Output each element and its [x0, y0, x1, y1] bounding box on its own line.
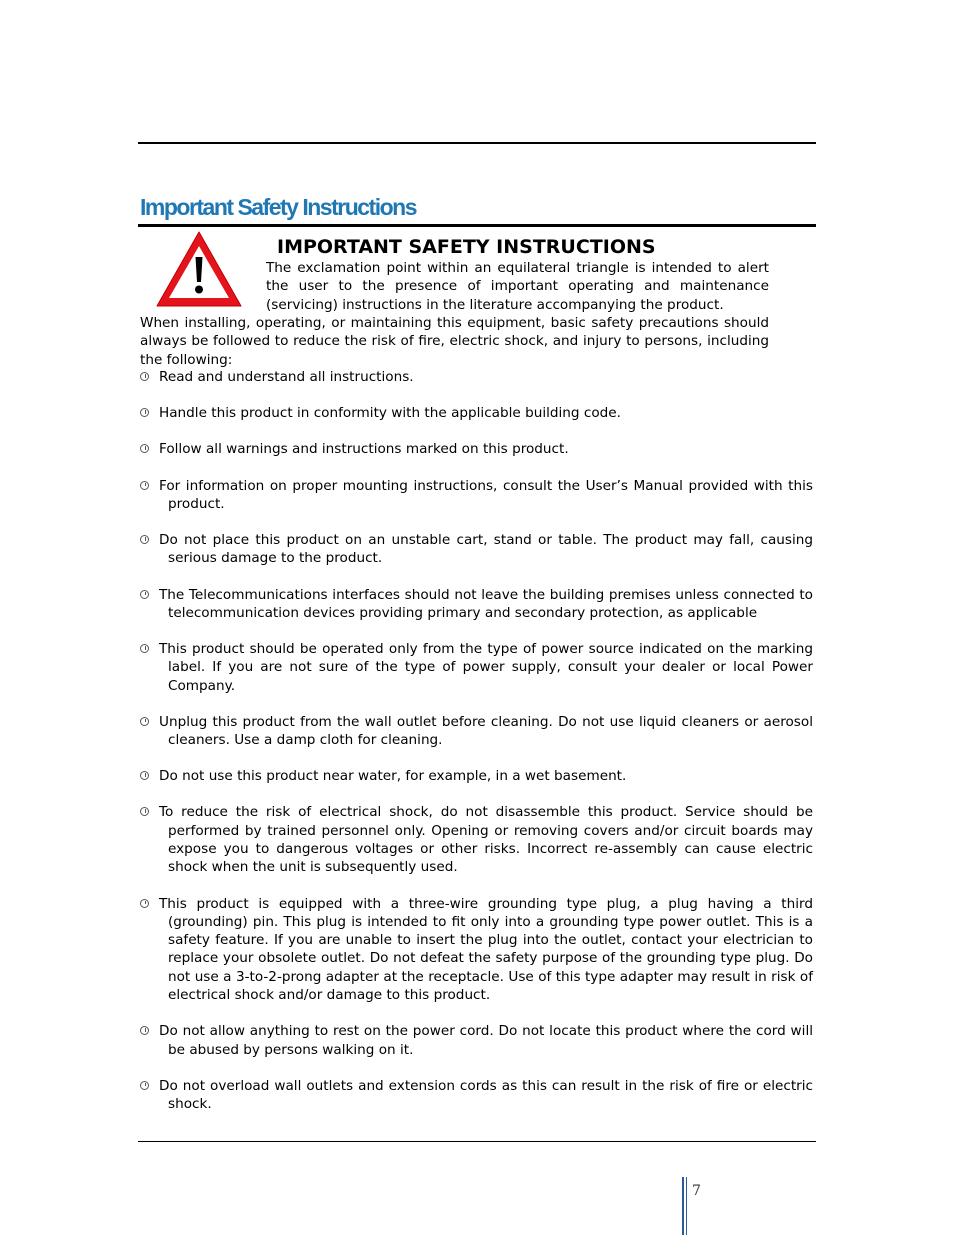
warning-triangle-icon: [154, 229, 244, 309]
section-heading: IMPORTANT SAFETY INSTRUCTIONS: [277, 236, 656, 258]
list-item: For information on proper mounting instructions, consult the User’s Manual provided with this product.: [140, 477, 813, 514]
clock-bullet-icon: [140, 535, 149, 544]
lead-paragraph: When installing, operating, or maintaining this equipment, basic safety precautions should always be followed to reduce the risk of fire, electric shock, and injury to persons, including the following:: [140, 315, 769, 368]
page-number-bar: [682, 1177, 684, 1235]
list-item: Do not place this product on an unstable cart, stand or table. The product may fall, causing serious damage to the product.: [140, 531, 813, 568]
clock-bullet-icon: [140, 771, 149, 780]
list-item: Follow all warnings and instructions marked on this product.: [140, 440, 813, 458]
footer-rule: [138, 1141, 816, 1142]
title-rule: [138, 224, 816, 227]
header-rule: [138, 142, 816, 144]
list-item: To reduce the risk of electrical shock, do not disassemble this product. Service should be performed by trained personnel only. Opening or removing covers and/or circuit boards may expose you to dangerous voltages or other risks. Incorrect re-assembly can cause electric shock when the unit is subsequently used.: [140, 803, 813, 876]
list-item: Read and understand all instructions.: [140, 368, 813, 386]
page-title: Important Safety Instructions: [140, 194, 416, 220]
clock-bullet-icon: [140, 1026, 149, 1035]
clock-bullet-icon: [140, 590, 149, 599]
clock-bullet-icon: [140, 807, 149, 816]
safety-list: [140, 368, 813, 1131]
clock-bullet-icon: [140, 372, 149, 381]
clock-bullet-icon: [140, 899, 149, 908]
list-item: Do not allow anything to rest on the power cord. Do not locate this product where the cord will be abused by persons walking on it.: [140, 1022, 813, 1059]
clock-bullet-icon: [140, 717, 149, 726]
list-item: Unplug this product from the wall outlet before cleaning. Do not use liquid cleaners or aerosol cleaners. Use a damp cloth for cleaning.: [140, 713, 813, 750]
page-number-bar-thin: [686, 1177, 687, 1235]
clock-bullet-icon: [140, 481, 149, 490]
list-item: Do not overload wall outlets and extension cords as this can result in the risk of fire or electric shock.: [140, 1077, 813, 1114]
list-item: This product should be operated only from the type of power source indicated on the marking label. If you are not sure of the type of power supply, consult your dealer or local Power Company.: [140, 640, 813, 695]
clock-bullet-icon: [140, 1081, 149, 1090]
clock-bullet-icon: [140, 444, 149, 453]
list-item: This product is equipped with a three-wire grounding type plug, a plug having a third (grounding) pin. This plug is intended to fit only into a grounding type power outlet. This is a safety feature. If you are unable to insert the plug into the outlet, contact your electrician to replace your obsolete outlet. Do not defeat the safety purpose of the grounding type plug. Do not use a 3-to-2-prong adapter at the receptacle. Use of this type adapter may result in risk of electrical shock and/or damage to this product.: [140, 895, 813, 1005]
clock-bullet-icon: [140, 408, 149, 417]
page-number: 7: [692, 1183, 701, 1199]
list-item: Do not use this product near water, for example, in a wet basement.: [140, 767, 813, 785]
list-item: Handle this product in conformity with the applicable building code.: [140, 404, 813, 422]
intro-paragraph: The exclamation point within an equilateral triangle is intended to alert the user to the presence of important operating and maintenance (servicing) instructions in the literature accompanying the product.: [266, 260, 769, 313]
list-item: The Telecommunications interfaces should not leave the building premises unless connected to telecommunication devices providing primary and secondary protection, as applicable: [140, 586, 813, 623]
clock-bullet-icon: [140, 644, 149, 653]
